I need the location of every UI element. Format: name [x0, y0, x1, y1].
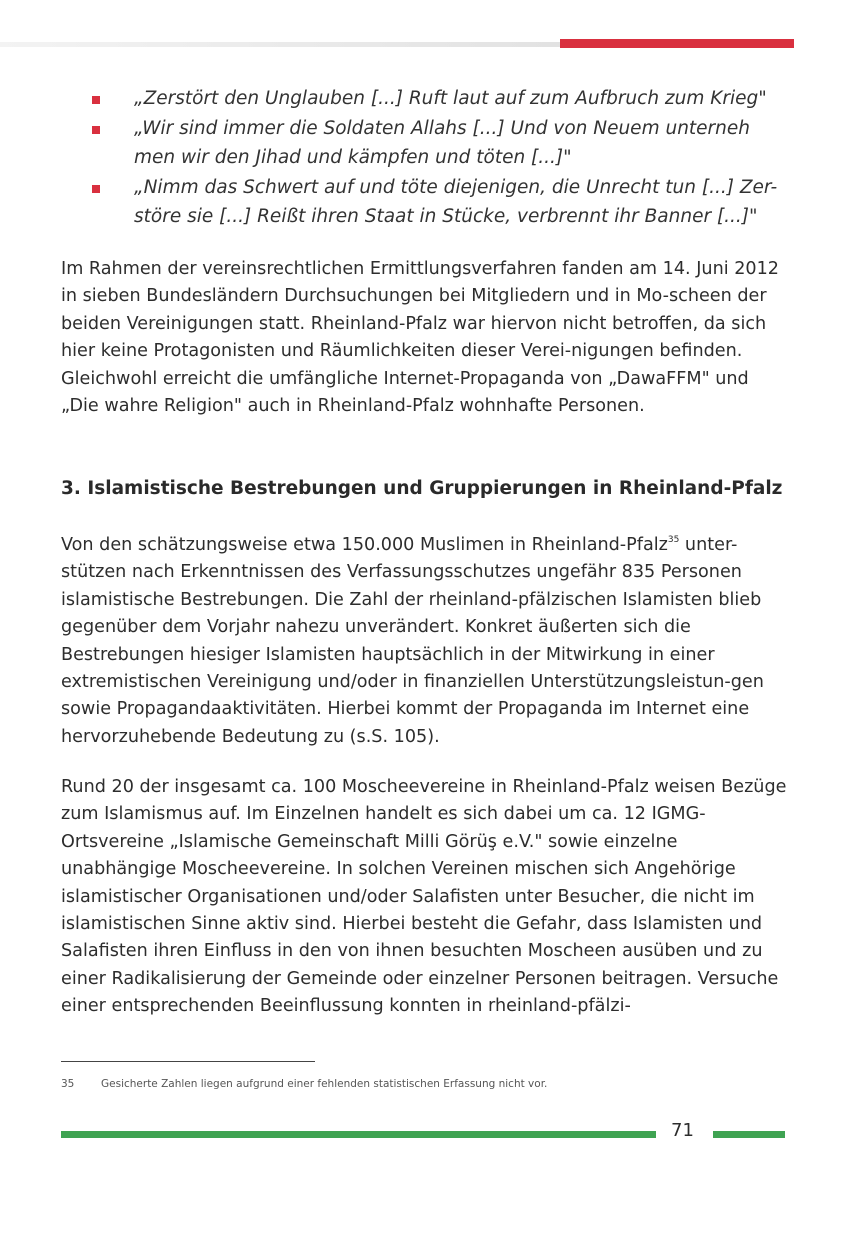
quote-text: „Wir sind immer die Soldaten Allahs [...] Und von Neuem unterneh men wir den Jihad und kämpfen und töten [...]": [134, 118, 750, 168]
bullet-square-icon: [92, 126, 100, 134]
footnote: [61, 1078, 547, 1090]
body-paragraph-mosques: Rund 20 der insgesamt ca. 100 Moscheevereine in Rheinland-Pfalz weisen Bezüge zum Islamismus auf. Im Einzelnen handelt es sich dabei um ca. 12 IGMG-Ortsvereine „Islamische Gemeinschaft Milli Görüş e.V." sowie einzelne unabhängige Moscheevereine. In solchen Vereinen mischen sich Angehörige islamistischer Organisationen und/oder Salafisten unter Besucher, die nicht im islamistischen Sinne aktiv sind. Hierbei besteht die Gefahr, dass Islamisten und Salafisten ihren Einfluss in den von ihnen besuchten Moscheen ausüben und zu einer Radikalisierung der Gemeinde oder einzelner Personen beitragen. Versuche einer entsprechenden Beeinflussung konnten in rheinland-pfälzi-: [61, 777, 787, 1017]
header-rule-red: [560, 39, 794, 48]
bullet-square-icon: [92, 185, 100, 193]
footer-rule-green-right: [713, 1131, 785, 1138]
footer-rule-green-left: [61, 1131, 656, 1138]
quote-item: [90, 114, 790, 172]
footnote-number: 35: [61, 1078, 75, 1090]
body-paragraph-muslims: [61, 532, 791, 751]
bullet-square-icon: [92, 96, 100, 104]
page-number: 71: [671, 1120, 694, 1141]
footnote-divider: [61, 1061, 315, 1062]
footnote-reference: 35: [667, 535, 680, 545]
quote-item: [90, 173, 790, 231]
quote-text: „Nimm das Schwert auf und töte diejenigen, die Unrecht tun [...] Zer-störe sie [...] Reißt ihren Staat in Stücke, verbrennt ihr Banner [...]": [134, 177, 778, 227]
header-rule-grey: [0, 42, 560, 47]
paragraph-text: unter-stützen nach Erkenntnissen des Verfassungsschutzes ungefähr 835 Personen islamistische Bestrebungen. Die Zahl der rheinland-pfälzischen Islamisten blieb gegenüber dem Vorjahr nahezu unverändert. Konkret äußerten sich die Bestrebungen hiesiger Islamisten hauptsächlich in der Mitwirkung in einer extremistischen Vereinigung und/oder in finanziellen Unterstützungsleistun-gen sowie Propagandaaktivitäten. Hierbei kommt der Propaganda im Internet eine hervorzuhebende Bedeutung zu (s.S. 105).: [61, 535, 764, 747]
paragraph-text: Von den schätzungsweise etwa 150.000 Muslimen in Rheinland-Pfalz: [61, 535, 668, 555]
quote-text: „Zerstört den Unglauben [...] Ruft laut auf zum Aufbruch zum Krieg": [134, 88, 767, 109]
quote-list: [90, 84, 790, 232]
footnote-text: Gesicherte Zahlen liegen aufgrund einer fehlenden statistischen Erfassung nicht vor.: [101, 1078, 548, 1090]
section-heading: 3. Islamistische Bestrebungen und Gruppierungen in Rheinland-Pfalz: [61, 478, 783, 499]
body-paragraph-searches: Im Rahmen der vereinsrechtlichen Ermittlungsverfahren fanden am 14. Juni 2012 in sieben Bundesländern Durchsuchungen bei Mitgliedern und in Mo-scheen der beiden Vereinigungen statt. Rheinland-Pfalz war hiervon nicht betroffen, da sich hier keine Protagonisten und Räumlichkeiten dieser Verei-nigungen befinden. Gleichwohl erreicht die umfängliche Internet-Propaganda von „DawaFFM" und „Die wahre Religion" auch in Rheinland-Pfalz wohnhafte Personen.: [61, 259, 779, 417]
quote-item: [90, 84, 790, 113]
